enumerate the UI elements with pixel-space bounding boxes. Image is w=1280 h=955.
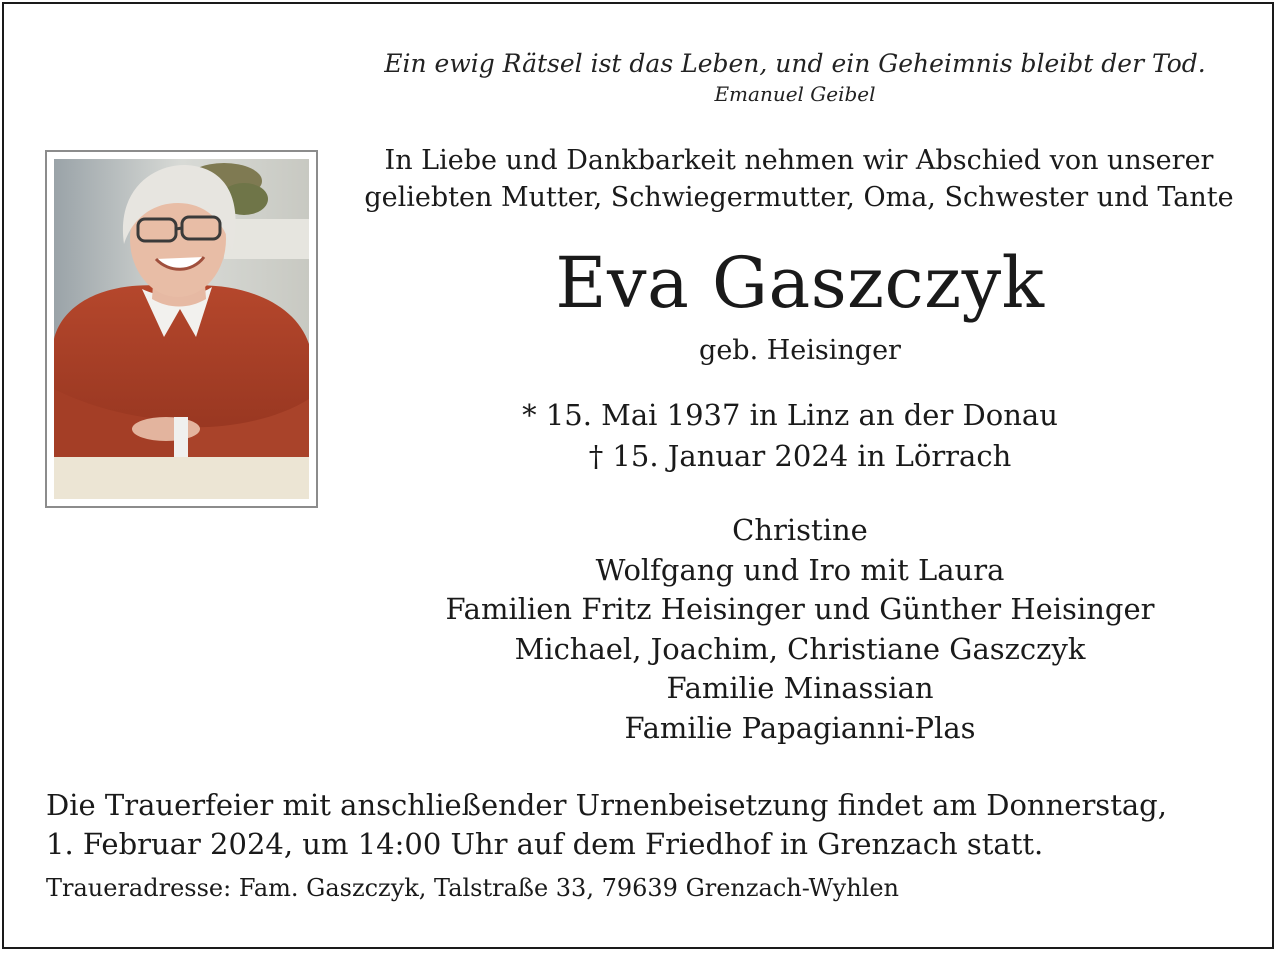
funeral-line-1: Die Trauerfeier mit anschließender Urnenbeisetzung findet am Donnerstag,	[46, 788, 1167, 822]
mourner-name: Familien Fritz Heisinger und Günther Heisinger	[445, 592, 1155, 626]
mourner-name: Familie Minassian	[666, 671, 934, 705]
epigraph-author: Emanuel Geibel	[714, 82, 876, 106]
death-date: † 15. Januar 2024 in Lörrach	[588, 439, 1012, 473]
portrait-illustration	[54, 159, 309, 499]
mourners-list	[380, 511, 1220, 748]
mourner-name: Christine	[732, 513, 868, 547]
mourner-name: Wolfgang und Iro mit Laura	[595, 552, 1005, 587]
portrait-photo	[45, 150, 318, 508]
intro-line-2: geliebten Mutter, Schwiegermutter, Oma, Schwester und Tante	[364, 182, 1234, 213]
deceased-name: Eva Gaszczyk	[555, 242, 1045, 324]
funeral-details	[46, 786, 1246, 864]
funeral-line-2: 1. Februar 2024, um 14:00 Uhr auf dem Friedhof in Grenzach statt.	[46, 827, 1044, 861]
intro-line-1: In Liebe und Dankbarkeit nehmen wir Abschied von unserer	[384, 145, 1214, 176]
intro-text	[360, 142, 1238, 216]
mourner-name: Michael, Joachim, Christiane Gaszczyk	[514, 631, 1086, 666]
epigraph-quote: Ein ewig Rätsel ist das Leben, und ein Geheimnis bleibt der Tod.	[384, 49, 1206, 78]
mourner-name: Familie Papagianni-Plas	[624, 710, 976, 745]
maiden-name: geb. Heisinger	[699, 335, 901, 366]
birth-date: * 15. Mai 1937 in Linz an der Donau	[522, 398, 1058, 432]
mourning-address: Traueradresse: Fam. Gaszczyk, Talstraße 33, 79639 Grenzach-Wyhlen	[46, 874, 900, 902]
